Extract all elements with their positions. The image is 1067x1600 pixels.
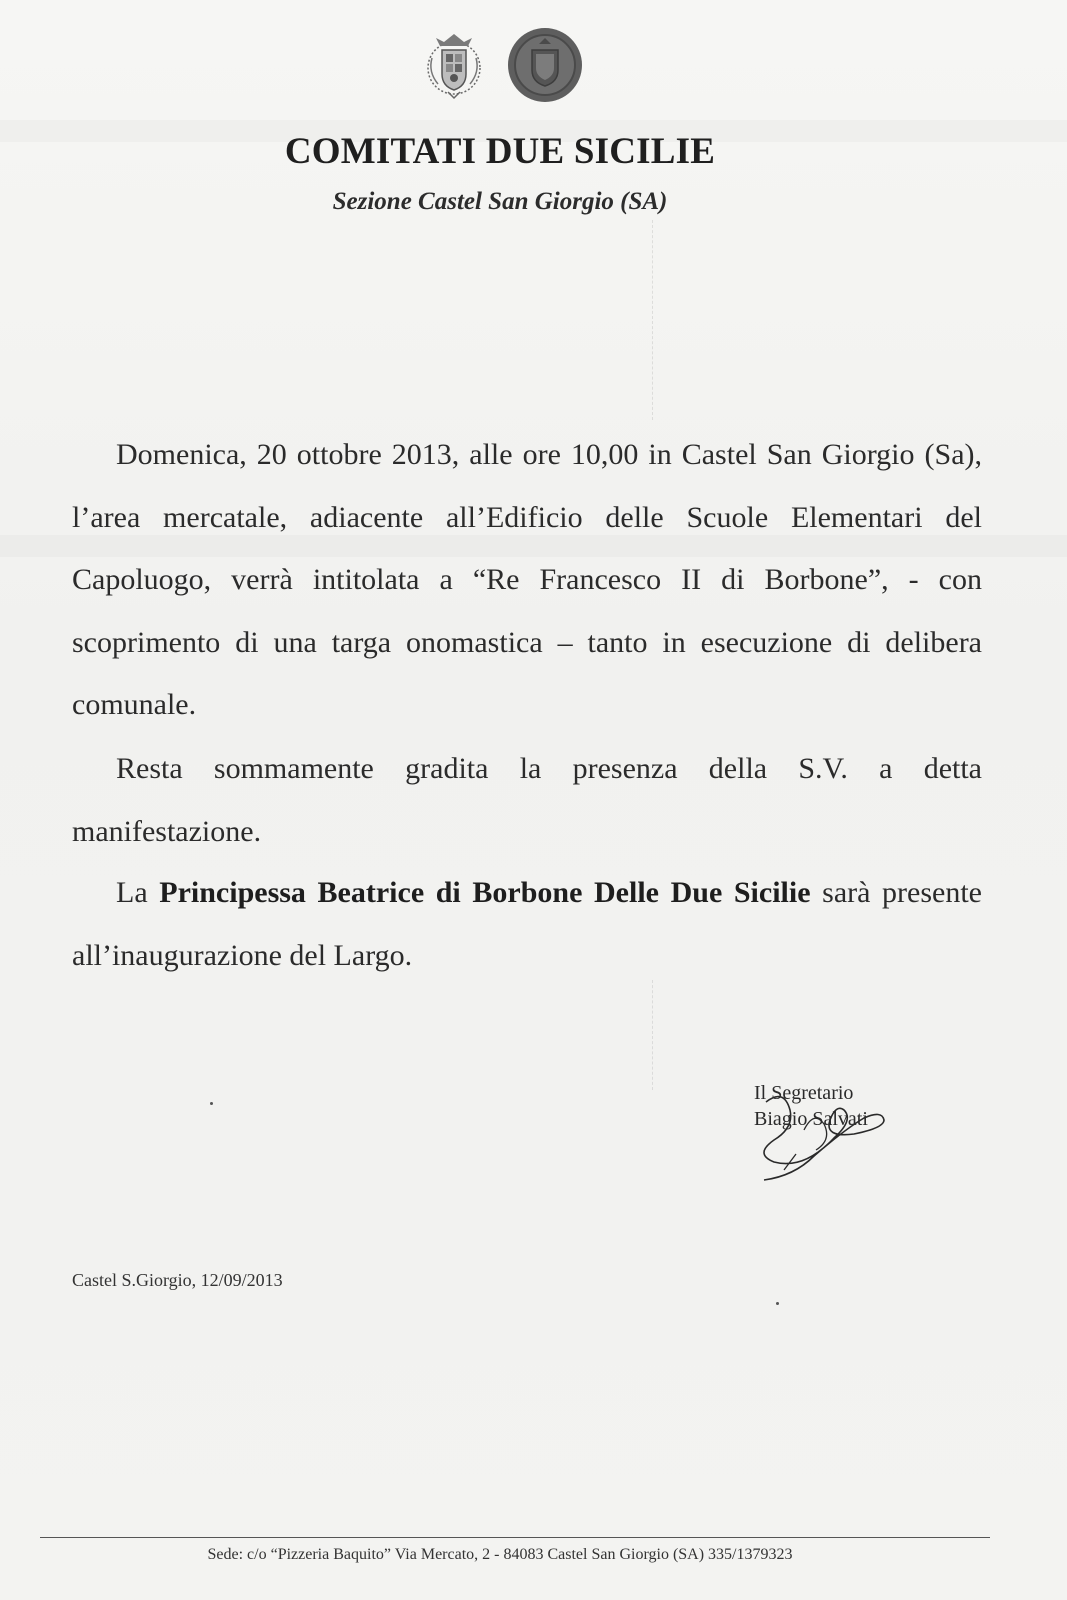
signature-block xyxy=(744,1080,914,1190)
footer-divider xyxy=(40,1537,990,1538)
handwritten-signature xyxy=(744,1080,914,1190)
scan-artifact xyxy=(652,980,667,1090)
signatory-title: Il Segretario xyxy=(754,1082,854,1104)
footer-address: Sede: c/o “Pizzeria Baquito” Via Mercato, 2 - 84083 Castel San Giorgio (SA) 335/1379323 xyxy=(207,1546,793,1563)
scan-artifact xyxy=(652,220,667,420)
section-subtitle: Sezione Castel San Giorgio (SA) xyxy=(332,188,668,215)
signatory-name: Biagio Salvati xyxy=(754,1108,868,1130)
scan-speck xyxy=(776,1302,779,1305)
guest-paragraph-suffix: sarà presente all’inaugurazione del Largo. xyxy=(72,876,983,972)
guest-name: Principessa Beatrice di Borbone Delle Due Sicilie xyxy=(159,876,811,909)
round-seal-icon xyxy=(506,26,584,104)
guest-paragraph-prefix: La xyxy=(116,876,160,909)
announcement-paragraph: Domenica, 20 ottobre 2013, alle ore 10,00 in Castel San Giorgio (Sa), l’area mercatale, adiacente all’Edificio delle Scuole Elementari del Capoluogo, verrà intitolata a “Re Francesco II di Borbone”, - con scoprimento di una targa onomastica – tanto in esecuzione di delibera comunale. xyxy=(72,438,982,721)
header-crests xyxy=(418,26,588,102)
coat-of-arms-icon xyxy=(418,28,490,100)
scan-speck xyxy=(210,1102,213,1105)
invitation-paragraph: Resta sommamente gradita la presenza della S.V. a detta manifestazione. xyxy=(72,752,982,848)
place-and-date: Castel S.Giorgio, 12/09/2013 xyxy=(72,1270,283,1290)
guest-paragraph xyxy=(72,862,982,987)
organization-title: COMITATI DUE SICILIE xyxy=(284,131,716,172)
